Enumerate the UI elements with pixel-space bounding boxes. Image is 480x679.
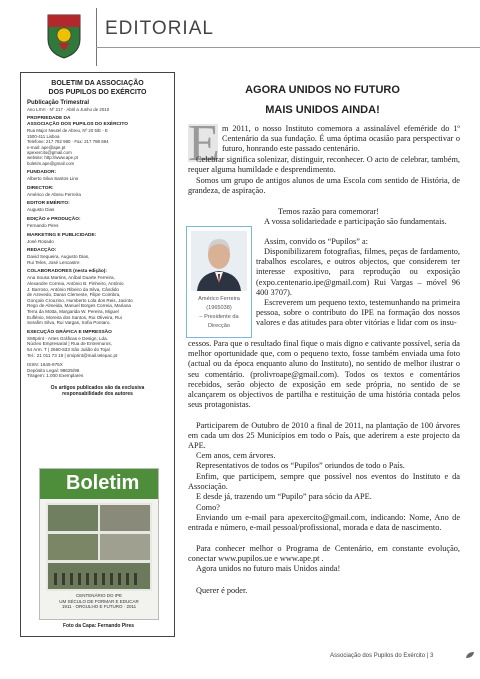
paragraph-18: Querer é poder. xyxy=(196,586,248,595)
header-divider xyxy=(96,8,97,66)
header-rule xyxy=(96,47,480,48)
headline-line-2: MAIS UNIDOS AINDA! xyxy=(265,104,380,116)
paragraph-8-part-1: Escreverem um pequeno texto, testemunhando na primeira pessoa, sobre o contributo do IPE na formação dos nossos valores e das atitudes para obter vitórias e lidar com os insu- xyxy=(256,298,460,328)
paragraph-14: Como? xyxy=(196,503,220,512)
founder-name: Alberto Silva Santos Lino xyxy=(27,176,79,182)
paragraph-13: E desde já, trazendo um “Pupilo” para sócio da APE. xyxy=(196,492,372,501)
owner-label: PROPRIEDADE DA ASSOCIAÇÃO DOS PUPILOS DO EXÉRCITO xyxy=(27,116,128,128)
issue-info: Ano LXVI · Nº 217 · Abril a Junho de 2010 xyxy=(27,107,110,112)
responsibility-note: Os artigos publicados são da exclusiva responsabilidade dos autores xyxy=(50,384,145,398)
president-caption: Américo Ferreira (1965038) – Presidente da Direcção xyxy=(198,296,240,329)
cover-photos-image xyxy=(46,503,152,591)
paragraph-3: Somos um grupo de antigos alunos de uma Escola com sentido de História, de grandeza, de aspiração. xyxy=(188,176,460,196)
production-name: Fernando Pires xyxy=(27,223,59,229)
issn-info: ISSN: 1645-975X Depósito Legal: 98625/96 Tiragem: 1.000 Exemplares xyxy=(27,362,84,379)
redaction-names: David Sequeira, Augusto Dias, Rui Teles, José Lencastre xyxy=(27,254,90,265)
paragraph-6: Assim, convido os “Pupilos” a: xyxy=(264,237,368,246)
leaf-icon xyxy=(465,651,475,659)
paragraph-17: Agora unidos no futuro mais Unidos ainda! xyxy=(196,564,341,573)
crest-logo xyxy=(46,13,82,59)
paragraph-5: A vossa solidariedade e participação são fundamentais. xyxy=(264,217,447,226)
redaction-label: REDACÇÃO: xyxy=(27,248,57,254)
director-label: DIRECTOR: xyxy=(27,185,54,191)
production-label: EDIÇÃO e PRODUÇÃO: xyxy=(27,217,81,223)
paragraph-4: Temos razão para comemorar! xyxy=(278,207,380,216)
masthead-title: BOLETIM DA ASSOCIAÇÃO DOS PUPILOS DO EXÉRCITO xyxy=(48,80,147,96)
paragraph-1: m 2011, o nosso Instituto comemora a assinalável efeméride do 1º Centenário da sua fundação. É uma óptima ocasião para perspectivar o futuro, honrando este passado centenário. xyxy=(222,124,460,154)
page-header xyxy=(0,0,480,72)
president-portrait-image xyxy=(191,231,247,291)
paragraph-11: Representativos de todos os “Pupilos” oriundos de todo o País. xyxy=(196,461,405,470)
marketing-label: MARKETING E PUBLICIDADE: xyxy=(27,232,97,238)
editor-label: EDITOR EMÉRITO: xyxy=(27,201,70,207)
marketing-name: José Rosado xyxy=(27,238,54,244)
page-footer: Associação dos Pupilos do Exército | 3 xyxy=(330,653,434,659)
paragraph-8-part-2: cessos. Para que o resultado final fique o mais digno e cativante possível, seria da melhor oportunidade que, com o pequeno texto, fosse também enviada uma foto (actual ou da época enquanto aluno do Instituto), no sentido de melhor ilustrar o seu comentário. (prolivroape@gmail.com). Todos os textos e comentários recebidos, serão objecto de exposição em sede própria, no sentido de se alcançarem os objectivos de partilha e restituição de uma história contada pelos seus protagonistas. xyxy=(188,339,460,410)
paragraph-10: Cem anos, cem árvores. xyxy=(196,451,276,460)
paragraph-2: Celebrar significa solenizar, distinguir, reconhecer. O acto de celebrar, também, requer alguma humildade e desprendimento. xyxy=(188,155,460,175)
director-name: Américo de Abreu Ferreira xyxy=(27,191,81,197)
cover-thumbnail xyxy=(39,468,159,620)
photo-credit: Foto da Capa: Fernando Pires xyxy=(62,623,135,629)
paragraph-15: Enviando um e-mail para apexercito@gmail.com, indicando: Nome, Ano de entrada e número, e-mail pessoal/profissional, morada e data de nascimento. xyxy=(188,513,460,533)
headline-line-1: AGORA UNIDOS NO FUTURO xyxy=(245,84,400,96)
collaborators-label: COLABORADORES (nesta edição): xyxy=(27,269,107,275)
founder-label: FUNDADOR: xyxy=(27,170,57,176)
print-label: EXECUÇÃO GRÁFICA E IMPRESSÃO xyxy=(27,329,112,335)
paragraph-7: Disponibilizarem fotografias, filmes, peças de fardamento, trabalhos escolares, e outros objectos, que considerem ter interesse expositivo, para reprodução ou exposição (expo.centenario.ipe@gmail.com) Rui Vargas – móvel 96 400 3707). xyxy=(256,247,460,297)
paragraph-12: Enfim, que participem, sempre que possível nos eventos do Instituto e da Associação. xyxy=(188,472,460,492)
cover-centenary-text: CENTENÁRIO DO IPE UM SÉCULO DE FORMAR E EDUCAR 1911 · ORGULHO E FUTURO · 2011 xyxy=(59,593,139,609)
drop-cap-letter: E xyxy=(188,115,220,172)
cover-banner xyxy=(40,469,158,499)
publication-type: Publicação Trimestral xyxy=(27,100,90,106)
editor-name: Augusto Dias xyxy=(27,207,55,213)
masthead-sidebar xyxy=(20,72,175,637)
print-info: SMIprint - Artes Gráficas e Design, Lda. Núcleo Empresarial | Rua de Entremuros, 54 Arm. T | 2660-533 São Julião do Tojal Tel.: 21 011 73 19 | smiprint@mail.telepac.pt xyxy=(27,335,118,358)
paragraph-9: Participarem de Outubro de 2010 a final de 2011, na plantação de 100 árvores em cada um dos 25 Municípios em todo o País, que aderirem a este projecto da APE. xyxy=(188,421,460,451)
cover-title: Boletim xyxy=(66,472,140,494)
address-block: Rua Major Neutel de Abreu, Nº 20 5/E - E 1500-411 Lisboa Telefone: 217 782 980 · Fax: 217 788 694 e-mail: ape@ape.pt apexercito@gmail.com website: http://www.ape.pt boletim.ape@gmail.com xyxy=(27,128,109,166)
president-photo-box xyxy=(186,226,252,338)
paragraph-16: Para conhecer melhor o Programa de Centenário, em constante evolução, conectar www.pupilos.ue e www.ape.pt . xyxy=(188,544,460,564)
section-title: EDITORIAL xyxy=(105,18,214,39)
collaborators-names: Ana Sousa Martins, Aníbal Duarte Ferreira, Alexandre Correia, António B. Pinheiro, António J. Barroso, António Ribeiro da Silva, Cândido de Azevedo, Daran Clemente, Filipe Coimbra, Gonçalo Crouzino, Humberto Lola dos Reis, Jacinto Rego de Almeida, Manuel Borges Correia, Mariana Terra da Motta, Margarida W. Pereira, Miguel Euflénio, Moreira dos Santos, Rui Oliveira, Rui Serafim Silva, Rui Vargas, Sofia Pontaro. xyxy=(27,275,133,326)
